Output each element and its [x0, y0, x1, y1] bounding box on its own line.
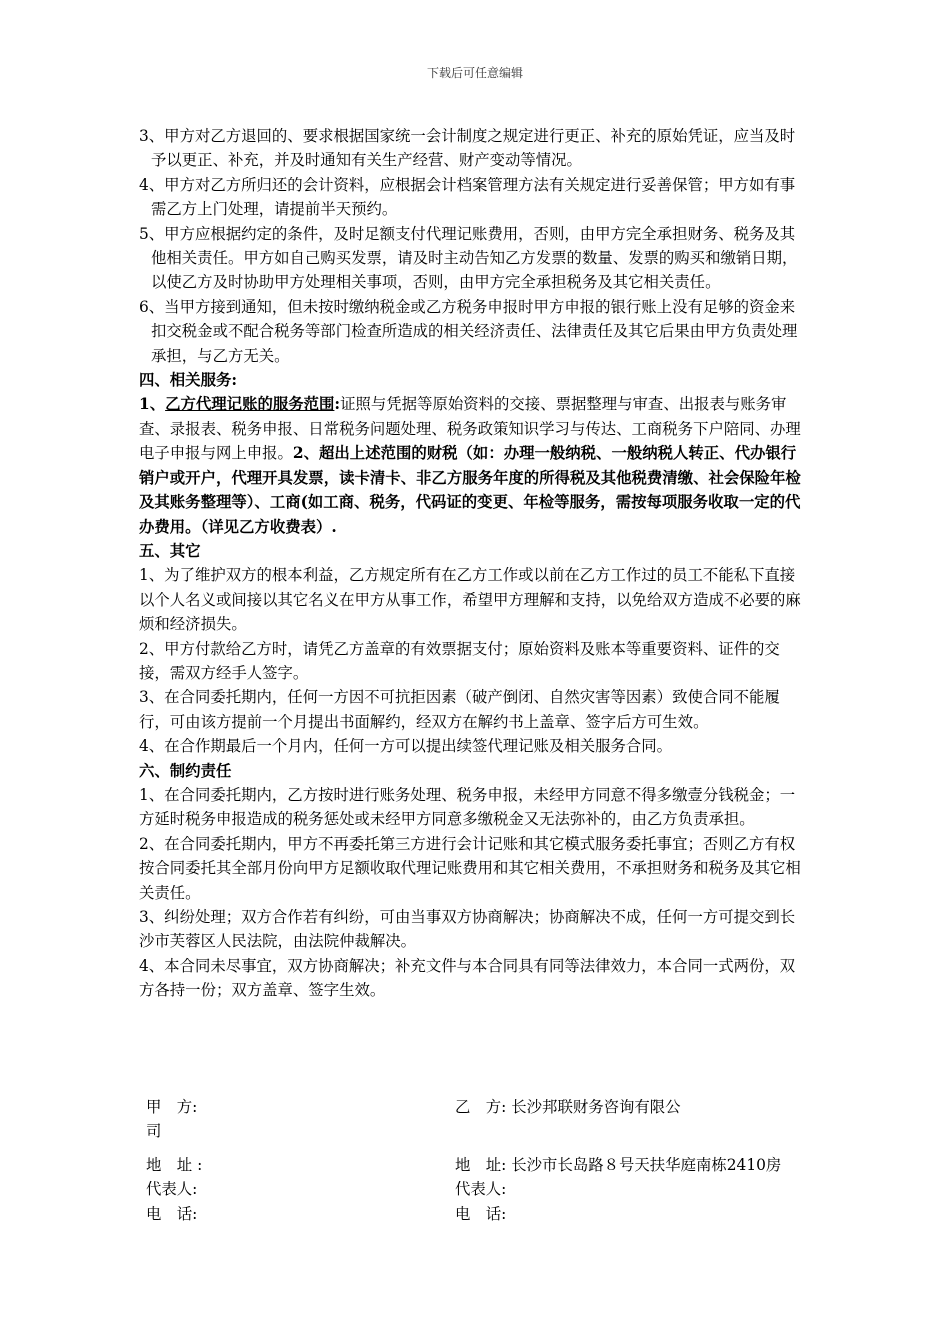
section-4-title: 四、相关服务:: [139, 371, 238, 390]
section-6-title: 六、制约责任: [139, 761, 232, 780]
party-b-name-label: 乙 方:: [455, 1098, 507, 1116]
section-5-item-4: 4、在合作期最后一个月内，任何一方可以提出续签代理记账及相关服务合同。: [139, 737, 673, 756]
section-4-paragraph: [139, 392, 807, 538]
party-a-name-wrap: 司: [146, 1122, 162, 1141]
page-header: 下载后可任意编辑: [426, 66, 523, 80]
section-5-item-3: 3、在合同委托期内，任何一方因不可抗拒因素（破产倒闭、自然灾害等因素）致使合同不能履行，可由该方提前一个月提出书面解约，经双方在解约书上盖章、签字后方可生效。: [139, 688, 780, 731]
service-scope-heading: 乙方代理记账的服务范围: [165, 395, 335, 414]
party-b-phone-label: 电 话:: [455, 1204, 507, 1223]
section-5-title: 五、其它: [139, 541, 201, 560]
party-a-address-label: 地 址 :: [146, 1155, 203, 1174]
obligation-item-5: 5、甲方应根据约定的条件，及时足额支付代理记账费用，否则，由甲方完全承担财务、税务及其他相关责任。甲方如自己购买发票，请及时主动告知乙方发票的数量、发票的购买和缴销日期，以使乙方及时协助甲方处理相关事项，否则，由甲方完全承担税务及其它相关责任。: [139, 224, 798, 292]
section-5-item-1: 1、为了维护双方的根本利益，乙方规定所有在乙方工作或以前在乙方工作过的员工不能私下直接以个人名义或间接以其它名义在甲方从事工作，希望甲方理解和支持，以免给双方造成不必要的麻烦和经济损失。: [139, 566, 801, 634]
service-scope-text: 证照与凭据等原始资料的交接、票据整理与审查、出报表与账务审查、录报表、税务申报、日常税务问题处理、税务政策知识学习与传达、工商税务下户陪同、办理电子申报与网上申报。: [139, 395, 801, 463]
party-a-column: [146, 1095, 446, 1226]
obligation-item-4: 4、甲方对乙方所归还的会计资料，应根据会计档案管理方法有关规定进行妥善保管；甲方如有事需乙方上门处理，请提前半天预约。: [139, 175, 796, 219]
service-scope-number: 1、: [139, 395, 166, 414]
party-b-name-row: [455, 1095, 825, 1119]
party-b-address-label: 地 址:: [455, 1155, 507, 1174]
extra-services-text: 2、超出上述范围的财税（如：办理一般纳税、一般纳税人转正、代办银行销户或开户，代理开具发票，读卡清卡、非乙方服务年度的所得税及其他税费清缴、社会保险年检及其账务整理等）、工商(如工商、税务，代码证的变更、年检等服务，需按每项服务收取一定的代办费用。（详见乙方收费表）.: [139, 444, 801, 536]
section-6-item-4: 4、本合同未尽事宜，双方协商解决；补充文件与本合同具有同等法律效力，本合同一式两份，双方各持一份；双方盖章、签字生效。: [139, 956, 796, 1000]
party-a-rep-label: 代表人:: [146, 1180, 198, 1199]
party-b-rep-label: 代表人:: [455, 1180, 507, 1199]
contract-body: [139, 124, 807, 1003]
section-6-item-1: 1、在合同委托期内，乙方按时进行账务处理、税务申报，未经甲方同意不得多缴壹分钱税金；一方延时税务申报造成的税务惩处或未经甲方同意多缴税金又无法弥补的，由乙方负责承担。: [139, 785, 796, 829]
obligation-item-6: 6、当甲方接到通知，但未按时缴纳税金或乙方税务申报时甲方申报的银行账上没有足够的资金来扣交税金或不配合税务等部门检查所造成的相关经济责任、法律责任及其它后果由甲方负责处理承担，与乙方无关。: [139, 297, 798, 365]
party-a-phone-label: 电 话:: [146, 1204, 198, 1223]
section-6-item-2: 2、在合同委托期内，甲方不再委托第三方进行会计记账和其它模式服务委托事宜；否则乙方有权按合同委托其全部月份向甲方足额收取代理记账费用和其它相关费用，不承担财务和税务及其它相关责任。: [139, 834, 801, 902]
obligation-item-3: 3、甲方对乙方退回的、要求根据国家统一会计制度之规定进行更正、补充的原始凭证，应当及时予以更正、补充，并及时通知有关生产经营、财产变动等情况。: [139, 127, 796, 170]
section-6-item-3: 3、纠纷处理；双方合作若有纠纷，可由当事双方协商解决；协商解决不成，任何一方可提交到长沙市芙蓉区人民法院，由法院仲裁解决。: [139, 908, 796, 951]
party-b-address-value: 长沙市长岛路８号天扶华庭南栋2410房: [511, 1155, 782, 1174]
party-b-address-row: [455, 1153, 825, 1177]
party-b-column: [455, 1095, 825, 1226]
service-scope-colon: :: [334, 395, 341, 414]
party-b-name-value: 长沙邦联财务咨询有限公: [511, 1098, 681, 1116]
section-5-item-2: 2、甲方付款给乙方时，请凭乙方盖章的有效票据支付；原始资料及账本等重要资料、证件的交接，需双方经手人签字。: [139, 639, 780, 682]
party-a-name-label: 甲 方:: [146, 1098, 198, 1116]
